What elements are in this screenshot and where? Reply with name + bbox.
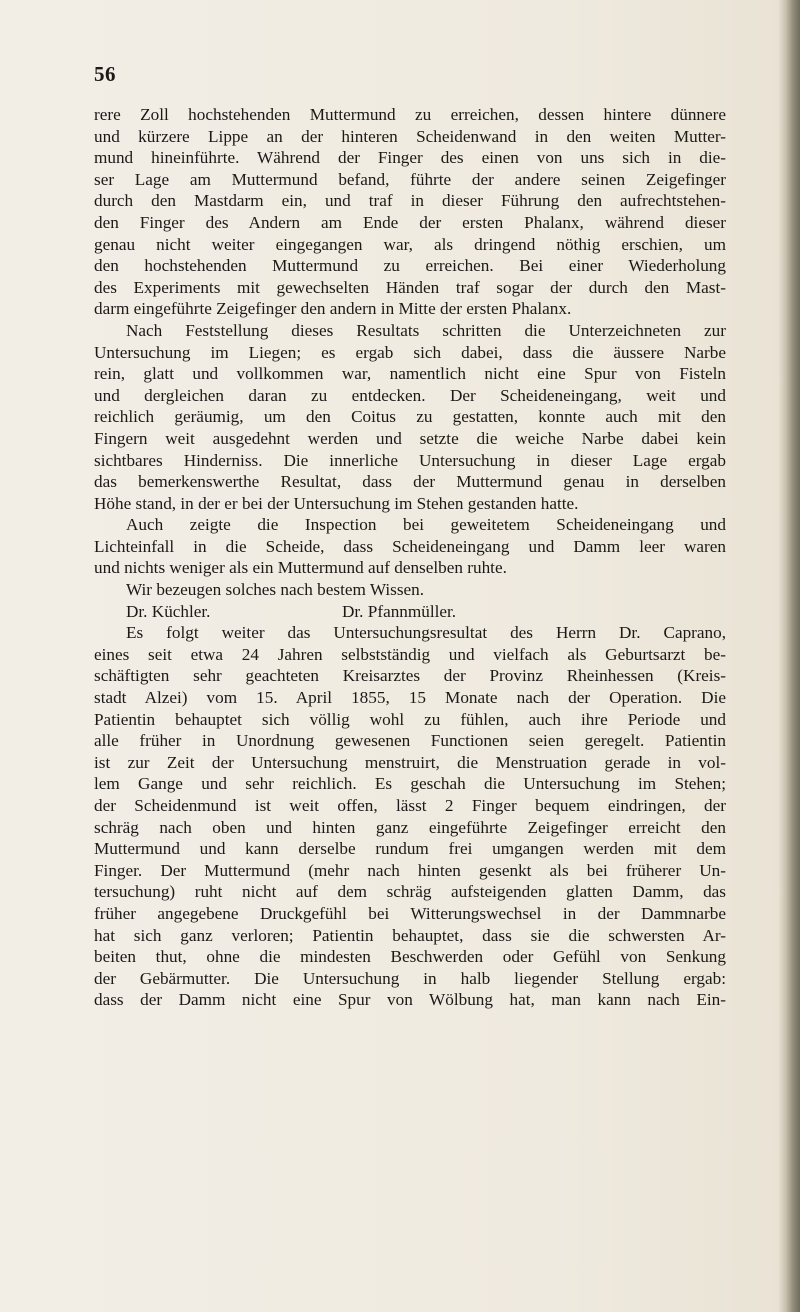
text-line: genau nicht weiter eingegangen war, als dringend nöthig erschien, um [94, 234, 726, 254]
text-line: schräg nach oben und hinten ganz eingeführte Zeigefinger erreicht den [94, 817, 726, 837]
page-number: 56 [94, 62, 116, 86]
text-line: Untersuchung im Liegen; es ergab sich dabei, dass die äussere Narbe [94, 342, 726, 362]
body-text [94, 104, 726, 1011]
text-line: beiten thut, ohne die mindesten Beschwerden oder Gefühl von Senkung [94, 947, 726, 967]
text-line: sichtbares Hinderniss. Die innerliche Untersuchung in dieser Lage ergab [94, 450, 726, 470]
text-line: Finger. Der Muttermund (mehr nach hinten gesenkt als bei früherer Un- [94, 860, 726, 880]
text-line: darm eingeführte Zeigefinger den andern in Mitte der ersten Phalanx. [94, 299, 572, 319]
text-line: mund hineinführte. Während der Finger des einen von uns sich in die- [94, 148, 726, 168]
text-line: ser Lage am Muttermund befand, führte der andere seinen Zeigefinger [94, 169, 726, 189]
text-line: reichlich geräumig, um den Coitus zu gestatten, konnte auch mit den [94, 407, 726, 427]
signatures [94, 601, 726, 623]
text-line: durch den Mastdarm ein, und traf in dieser Führung den aufrechtstehen- [94, 191, 726, 211]
text-line: Lichteinfall in die Scheide, dass Scheideneingang und Damm leer waren [94, 536, 726, 556]
text-line: der Scheidenmund ist weit offen, lässt 2 Finger bequem eindringen, der [94, 796, 726, 815]
text-line: lem Gange und sehr reichlich. Es geschah die Untersuchung im Stehen; [94, 774, 726, 794]
text-line: Muttermund und kann derselbe rundum frei umgangen werden mit dem [94, 839, 726, 859]
text-line: Höhe stand, in der er bei der Untersuchung im Stehen gestanden hatte. [94, 493, 579, 513]
text-line: tersuchung) ruht nicht auf dem schräg aufsteigenden glatten Damm, das [94, 882, 726, 902]
paragraph-start-line: Nach Feststellung dieses Resultats schritten die Unterzeichneten zur [126, 320, 726, 340]
text-line: und kürzere Lippe an der hinteren Scheidenwand in den weiten Mutter- [94, 126, 726, 146]
text-line: dass der Damm nicht eine Spur von Wölbung hat, man kann nach Ein- [94, 990, 726, 1010]
text-line: rere Zoll hochstehenden Muttermund zu erreichen, dessen hintere dünnere [94, 105, 726, 124]
text-line: des Experiments mit gewechselten Händen traf sogar der durch den Mast- [94, 277, 726, 297]
attestation-line: Wir bezeugen solches nach bestem Wissen. [126, 580, 425, 600]
signature-pfannmueller: Dr. Pfannmüller. [342, 601, 457, 621]
text-line: Patientin behauptet sich völlig wohl zu fühlen, auch ihre Periode und [94, 709, 726, 729]
text-line: stadt Alzei) vom 15. April 1855, 15 Monate nach der Operation. Die [94, 688, 726, 708]
text-line: der Gebärmutter. Die Untersuchung in halb liegender Stellung ergab: [94, 968, 726, 988]
text-line: den Finger des Andern am Ende der ersten Phalanx, während dieser [94, 212, 726, 232]
text-line: rein, glatt und vollkommen war, namentlich nicht eine Spur von Fisteln [94, 364, 726, 384]
text-line: den hochstehenden Muttermund zu erreichen. Bei einer Wiederholung [94, 256, 726, 276]
text-line: schäftigten sehr geachteten Kreisarztes der Provinz Rheinhessen (Kreis- [94, 666, 726, 686]
text-line: Fingern weit ausgedehnt werden und setzte die weiche Narbe dabei kein [94, 428, 726, 448]
text-line: das bemerkenswerthe Resultat, dass der Muttermund genau in derselben [94, 472, 726, 492]
text-line: und nichts weniger als ein Muttermund auf denselben ruhte. [94, 558, 507, 578]
text-line: eines seit etwa 24 Jahren selbstständig und vielfach als Geburtsarzt be- [94, 644, 726, 664]
text-line: alle früher in Unordnung gewesenen Functionen seien geregelt. Patientin [94, 731, 726, 751]
paragraph-start-line: Auch zeigte die Inspection bei geweitetem Scheideneingang und [126, 515, 726, 535]
text-line: früher angegebene Druckgefühl bei Witterungswechsel in der Dammnarbe [94, 903, 726, 923]
text-line: hat sich ganz verloren; Patientin behauptet, dass sie die schwersten Ar- [94, 925, 726, 945]
page-edge-shadow [778, 0, 800, 1312]
paragraph-start-line: Es folgt weiter das Untersuchungsresultat des Herrn Dr. Caprano, [126, 623, 726, 643]
text-line: ist zur Zeit der Untersuchung menstruirt, die Menstruation gerade in vol- [94, 752, 726, 772]
signature-kuechler: Dr. Küchler. [126, 601, 211, 621]
text-line: und dergleichen daran zu entdecken. Der Scheideneingang, weit und [94, 385, 726, 405]
